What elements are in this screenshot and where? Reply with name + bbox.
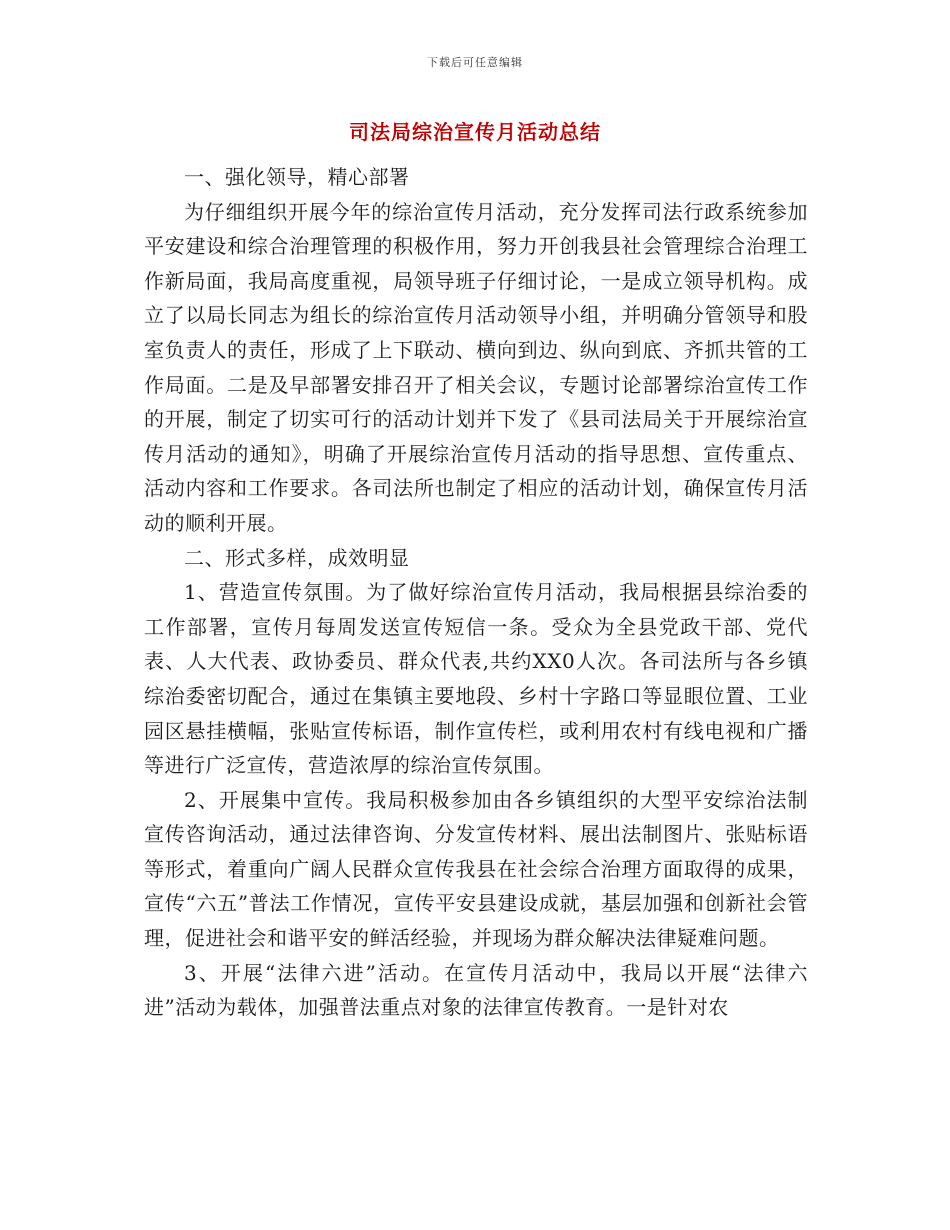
section-heading-1: 一、强化领导，精心部署 xyxy=(184,165,410,189)
section-heading-2: 二、形式多样，成效明显 xyxy=(184,545,410,570)
paragraph-focused-publicity: 2、开展集中宣传。我局积极参加由各乡镇组织的大型平安综治法制宣传咨询活动，通过法律咨询、分发宣传材料、展出法制图片、张贴标语等形式，着重向广阔人民群众宣传我县在社会综合治理方面取得的成果，宣传“六五”普法工作情况，宣传平安县建设成就，基层加强和创新社会管理，促进社会和谐平安的鲜活经验，并现场为群众解决法律疑难问题。 xyxy=(144,787,808,951)
paragraph-atmosphere: 1、营造宣传氛围。为了做好综治宣传月活动，我局根据县综治委的工作部署，宣传月每周发送宣传短信一条。受众为全县党政干部、党代表、人大代表、政协委员、群众代表,共约XX0人次。各司法所与各乡镇综治委密切配合，通过在集镇主要地段、乡村十字路口等显眼位置、工业园区悬挂横幅，张贴宣传标语，制作宣传栏，或利用农村有线电视和广播等进行广泛宣传，营造浓厚的综治宣传氛围。 xyxy=(144,580,808,778)
paragraph-leadership: 为仔细组织开展今年的综治宣传月活动，充分发挥司法行政系统参加平安建设和综合治理管理的积极作用，努力开创我县社会管理综合治理工作新局面，我局高度重视，局领导班子仔细讨论，一是成立领导机构。成立了以局长同志为组长的综治宣传月活动领导小组，并明确分管领导和股室负责人的责任，形成了上下联动、横向到边、纵向到底、齐抓共管的工作局面。二是及早部署安排召开了相关会议，专题讨论部署综治宣传工作的开展，制定了切实可行的活动计划并下发了《县司法局关于开展综治宣传月活动的通知》，明确了开展综治宣传月活动的指导思想、宣传重点、活动内容和工作要求。各司法所也制定了相应的活动计划，确保宣传月活动的顺利开展。 xyxy=(144,199,808,535)
paragraph-law-six-entries: 3、开展“法律六进”活动。在宣传月活动中，我局以开展“法律六进”活动为载体，加强普法重点对象的法律宣传教育。一是针对农 xyxy=(144,960,808,1020)
header-note: 下载后可任意编辑 xyxy=(427,56,523,69)
document-body xyxy=(144,160,808,1025)
document-title: 司法局综治宣传月活动总结 xyxy=(349,120,601,144)
